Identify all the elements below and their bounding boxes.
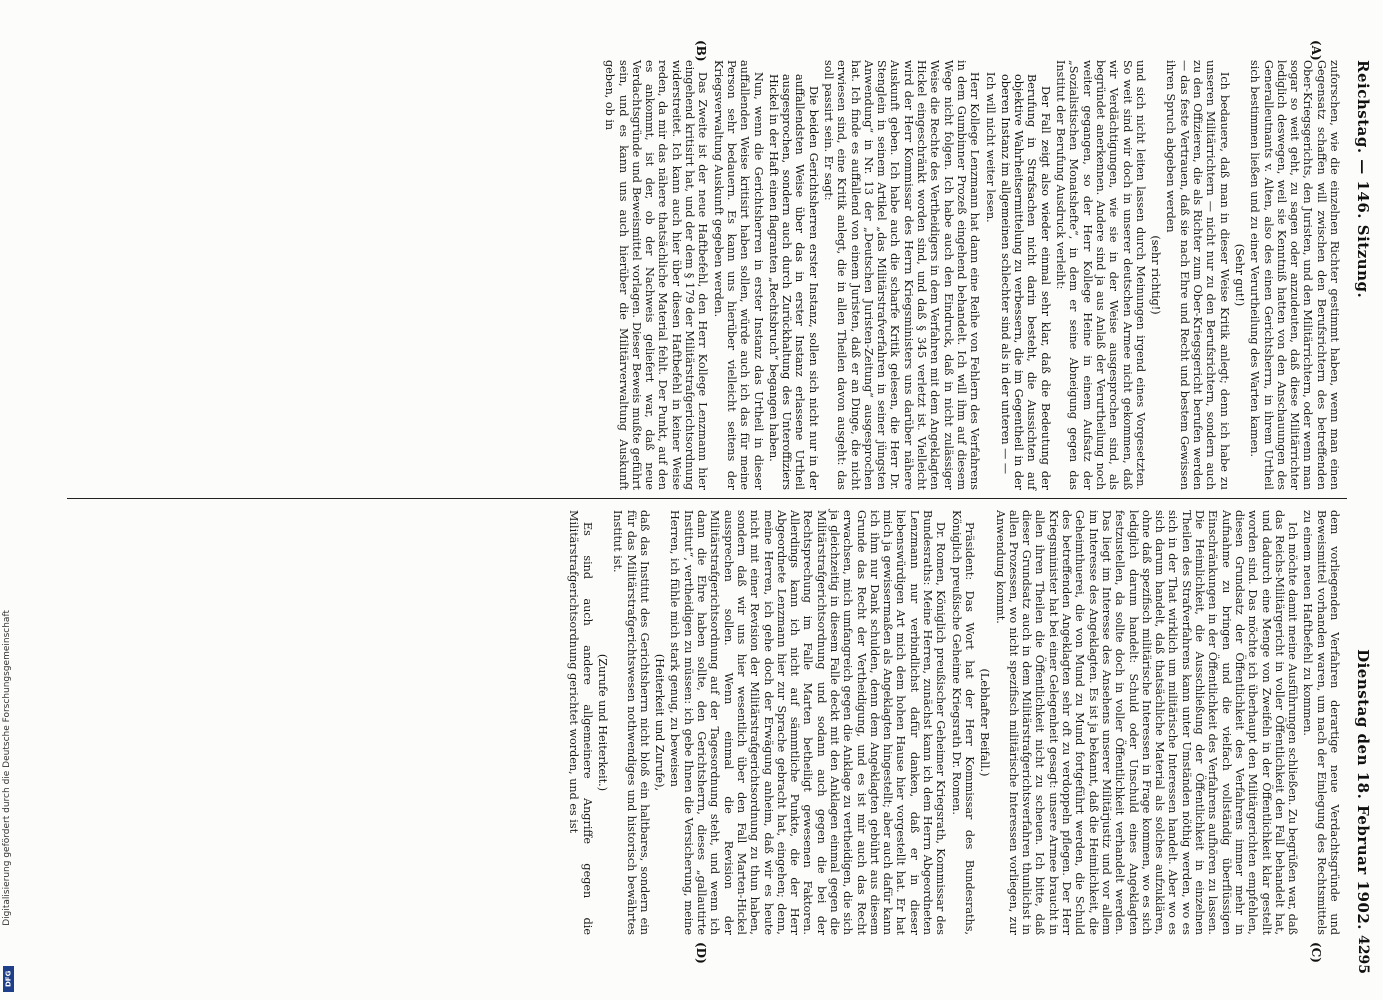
column-divider — [67, 498, 1347, 499]
right-column — [565, 510, 1341, 935]
paragraph: zuforschen, wie die einzelnen Richter gestimmt haben, wenn man einen Gegensatz schaffen will zwischen den Berufsrichtern des betreffenden Ober-Kriegsgerichts, den Juristen, und den Militärrichtern, oder wenn man sogar so weit geht, zu sagen oder anzudeuten, daß diese Militärrichter lediglich deswegen, weil sie Kenntniß hatten von den Anschauungen des Generalleutnants v. Alten, also des einen Gerichtsherrn, in ihrem Urtheil sich bestimmen ließen und zu einer Verurtheilung des Warten kamen. — [1248, 60, 1341, 490]
interjection: (Sehr gut!) — [1232, 243, 1246, 307]
paragraph: Herr Kollege Lenzmann hat dann eine Reihe von Fehlern des Verfahrens in dem Gumbinner Prozeß eingehend behandelt. Ich will ihm auf diesem Wege nicht folgen. Ich habe auch den Eindruck, daß in nicht zulässiger Weise die Rechte des Vertheidigers in dem Verfahren mit dem Angeklagten Hickel eingeschränkt worden sind, und daß § 345 verletzt ist. Vielleicht wird der Herr Kommissar des Herrn Kriegsministers uns darüber nähere Auskunft geben. Ich habe auch die scharfe Kritik gelesen, die Herr Dr. Stenglein in seinem Artikel „das Militärstrafverfahren in seiner jüngsten Anwendung“ in Nr. 13 der „Deutschen Juristen-Zeitung“ ausgesprochen hat. Ich finde es auffallend von einem Juristen, daß er an Dinge, die nicht erwiesen sind, eine Kritik anlegt, die in allen Theilen davon ausgeht: das soll passirt sein. Er sagt: — [822, 60, 982, 490]
speaker-paragraph: Präsident: Das Wort hat der Herr Kommissar des Bundesraths, Königlich preußische Geheime Kriegsrath Dr. Romen. — [949, 510, 976, 935]
paragraph: Nun, wenn die Gerichtsherren in erster Instanz das Urtheil in dieser auffallenden Weise kritisirt haben sollen, würde auch ich das für meine Person sehr bedauern. Es kann uns hierüber vielleicht seitens der Kriegsverwaltung Auskunft gegeben werden. — [711, 60, 765, 490]
page-number: 4295 — [1355, 935, 1371, 974]
running-header-right — [1345, 600, 1373, 930]
header-session-title: Reichstag. — 146. Sitzung. — [1354, 60, 1372, 299]
left-column — [601, 60, 1341, 490]
dfg-logo: DFG — [3, 966, 14, 992]
paragraph: Das Zweite ist der neue Haftbefehl, den Herr Kollege Lenzmann hier eingehend kritisirt hat, und der dem § 179 der Militärstrafgerichtsordnung widerstreitet. Ich kann auch hier über diesen Haftbefehl in keiner Weise reden, da mir das nähere thatsächliche Material fehlt. Der Punkt, auf den es ankommt, ist der, ob der Nachweis geliefert war, daß neue Verdachtsgründe und Beweismittel vorlagen. Dieser Beweis mußte geführt sein, und es kann uns auch hierüber die Militärverwaltung Auskunft geben, ob in — [603, 60, 710, 490]
margin-marker-b: (B) — [694, 40, 708, 62]
paragraph: Ich bedauere, daß man in dieser Weise Kritik anlegt; denn ich habe zu unseren Militärrichtern — nicht nur zu den Berufsrichtern, sondern auch zu den Offizieren, die als Richter zum Ober-Kriegsgericht berufen werden — das feste Vertrauen, daß sie nach Ehre und Recht und bestem Gewissen ihren Spruch abgeben werden — [1164, 60, 1231, 490]
header-date: Dienstag den 18. Februar 1902. — [1354, 649, 1372, 930]
margin-marker-d: (D) — [694, 942, 708, 964]
paragraph: Ich will nicht weiter lesen. — [983, 72, 997, 223]
interjection: (Lebhafter Beifall.) — [978, 668, 992, 777]
running-header-left — [1345, 60, 1373, 480]
margin-marker-a: (A) — [1309, 40, 1323, 61]
block-quote: Der Fall zeigt also wieder einmal sehr klar, daß die Bedeutung der Berufung in Strafsachen nicht darin besteht, die Aussichten auf objektive Wahrheitsermittelung zu verbessern, die im Gegentheil in der oberen Instanz im allgemeinen schlechter sind als in der unteren — — — [998, 74, 1052, 490]
paragraph: Es sind auch andere allgemeinere Angriffe gegen die Militärstrafgerichtsordnung gerichtet worden, und es ist — [567, 510, 594, 935]
interjection: (sehr richtig!) — [1149, 235, 1163, 315]
paragraph: daß das Institut des Gerichtsherrn nicht bloß ein haltbares, sondern ein für das Militärstrafgerichtswesen nothwendiges und historisch bewährtes Institut ist. — [611, 510, 651, 935]
block-quote: Die beiden Gerichtsherren erster Instanz, sollen sich nicht nur in der auffallendsten Weise über das in erster Instanz erlassene Urtheil ausgesprochen, sondern auch durch Zurückhaltung des Unteroffiziers Hickel in der Haft einen flagranten „Rechtsbruch“ begangen haben. — [766, 74, 820, 490]
margin-marker-c: (C) — [1309, 942, 1323, 963]
digitization-credit: Digitalisierung gefördert durch die Deutsche Forschungsgemeinschaft — [2, 610, 12, 926]
paragraph: und sich nicht leiten lassen durch Meinungen irgend eines Vorgesetzten. So weit sind wir doch in unserer deutschen Armee nicht gekommen, daß wir Verdächtigungen, wie sie in der Weise ausgesprochen sind, als begründet anerkennen. Andere sind ja aus Anlaß der Verurtheilung noch weiter gegangen, so der Herr Kollege Heine in einem Aufsatz der „Sozialistischen Monatshefte“, in dem er seine Abneigung gegen das Institut der Berufung Ausdruck verleiht: — [1054, 60, 1147, 490]
interjection: (Zurufe und Heiterkeit.) — [595, 653, 609, 792]
paragraph: dem vorliegenden Verfahren derartige neue Verdachtsgründe und Beweismittel vorhanden waren, um nach der Einlegung des Rechtsmittels zu einem neuen Haftbefehl zu kommen. — [1301, 510, 1341, 935]
paragraph: Ich möchte damit meine Ausführungen schließen. Zu begrüßen war, daß das Reichs-Militärgericht in voller Öffentlichkeit den Fall behandelt hat, und dadurch eine Menge von Zweifeln in der Öffentlichkeit klar gestellt worden sind. Das möchte ich überhaupt den Militärgerichten empfehlen, diesen Grundsatz der Öffentlichkeit des Verfahrens immer mehr in Aufnahme zu bringen und die vielfach vollständig überflüssigen Einschränkungen in der Öffentlichkeit des Verfahrens aufhören zu lassen. Die Heimlichkeit, die Ausschließung der Öffentlichkeit in einzelnen Theilen des Strafverfahrens kann unter Umständen nöthig werden, wo es sich in der That wirklich um militärische Interessen handelt. Aber wo es sich darum handelt, daß thatsächliche Material als solches aufzuklären, ohne daß spezifisch militärische Interessen in Frage kommen, wo es sich lediglich darum handelt: Schuld oder Unschuld eines Angeklagten festzustellen, da sollte doch in voller Öffentlichkeit verhandelt werden. Das liegt im Interesse des Ansehens unserer Militärjustiz und vor allem im Interesse des Angeklagten. Es ist ja bekannt, daß die Heimlichkeit, die Geheimthuerei, die von Mund zu Mund fortgeführt werden, die Schuld des betreffenden Angeklagten sehr oft zu verdoppeln pflegen. Der Herr Kriegsminister hat bei einer Gelegenheit gesagt: unsere Armee braucht in allen ihren Theilen die Öffentlichkeit nicht zu scheuen. Ich bitte, daß dieser Grundsatz auch in dem Militärstrafgerichtsverfahren thunlichst in allen Prozessen, wo nicht spezifisch militärische Interessen vorliegen, zur Anwendung kommt. — [993, 510, 1300, 935]
interjection: (Heiterkeit und Zurufe), — [653, 653, 667, 792]
speaker-paragraph: Dr. Romen, Königlich preußischer Geheimer Kriegsrath, Kommissar des Bundesraths: Meine Herren, zunächst kann ich dem Herrn Abgeordneten Lenzmann nur verbindlichst dafür danken, daß er in dieser liebenswürdigen Art mich dem hohen Hause hier vorgestellt hat. Er hat mich ja gewissermaßen als Angeklagten hingestellt; aber auch dafür kann ich ihm nur Dank schulden, denn dem Angeklagten gebührt aus diesem Grunde das Recht der Vertheidigung, und es ist mir auch das Recht erwachsen, mich umfangreich gegen die Anklage zu vertheidigen, die sich ja gleichzeitig in diesem Falle deckt mit den Anklagen einmal gegen die Militärstrafgerichtsordnung und sodann auch gegen die bei der Rechtsprechung im Falle Marten betheiligt gewesenen Faktoren. Allerdings kann ich nicht auf sämmtliche Punkte, die der Herr Abgeordnete Lenzmann hier zur Sprache gebracht hat, eingehen; denn, meine Herren, ich gehe doch der Erwägung anheim, daß wir es heute nicht mit einer Revision der Militärstrafgerichtsordnung zu thun haben, sondern daß wir uns hier wesentlich über den Fall Marten-Hickel aussprechen sollen. Wenn einmal die Revision der Militärstrafgerichtsordnung auf der Tagesordnung steht, und wenn ich dann die Ehre haben sollte, den Gerichtsherrn, dieses „gallautirte Institut“, vertheidigen zu müssen: ich gebe Ihnen die Versicherung, meine Herren, ich fühle mich stark genug, zu beweisen — [668, 510, 948, 935]
